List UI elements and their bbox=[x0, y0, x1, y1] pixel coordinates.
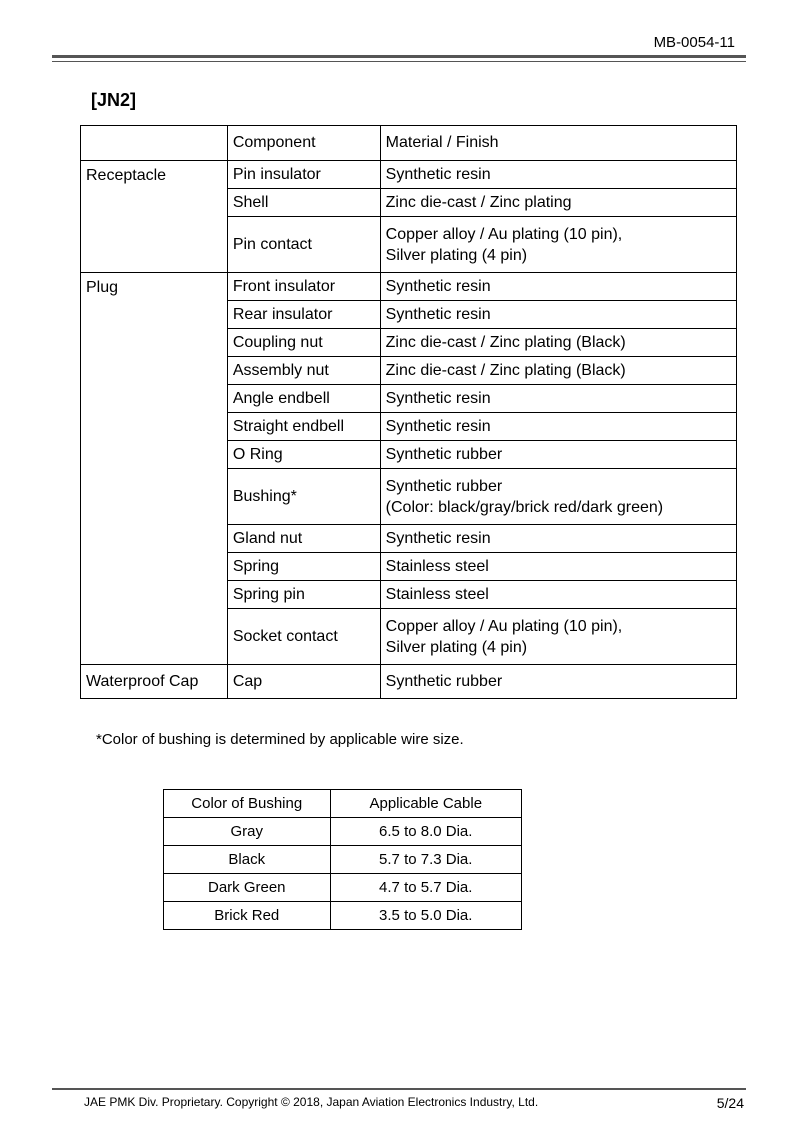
table-header-row bbox=[164, 790, 522, 818]
component-cell: Straight endbell bbox=[227, 413, 380, 441]
material-line-2: Silver plating (4 pin) bbox=[385, 246, 528, 264]
material-cell: Zinc die-cast / Zinc plating (Black) bbox=[380, 357, 736, 385]
table-row bbox=[164, 902, 522, 930]
footer-rule bbox=[52, 1088, 746, 1090]
cable-cell: 4.7 to 5.7 Dia. bbox=[330, 874, 521, 902]
material-line-1: Copper alloy / Au plating (10 pin), bbox=[385, 225, 623, 243]
component-cell: Front insulator bbox=[227, 273, 380, 301]
component-cell: Pin contact bbox=[227, 217, 380, 273]
header-cell-color: Color of Bushing bbox=[164, 790, 331, 818]
material-line-1: Synthetic rubber bbox=[385, 477, 503, 495]
material-cell: Synthetic resin bbox=[380, 273, 736, 301]
header-cell-material: Material / Finish bbox=[380, 126, 736, 161]
component-cell: Angle endbell bbox=[227, 385, 380, 413]
component-cell: Cap bbox=[227, 665, 380, 699]
component-cell: Assembly nut bbox=[227, 357, 380, 385]
cable-cell: 5.7 to 7.3 Dia. bbox=[330, 846, 521, 874]
material-cell: Synthetic resin bbox=[380, 161, 736, 189]
material-cell: Synthetic resin bbox=[380, 413, 736, 441]
component-cell: Spring pin bbox=[227, 581, 380, 609]
material-cell: Zinc die-cast / Zinc plating (Black) bbox=[380, 329, 736, 357]
component-cell: Spring bbox=[227, 553, 380, 581]
material-cell bbox=[380, 469, 736, 525]
component-cell: Shell bbox=[227, 189, 380, 217]
page-number: 5/24 bbox=[716, 1095, 744, 1111]
material-cell: Synthetic resin bbox=[380, 301, 736, 329]
component-cell: Coupling nut bbox=[227, 329, 380, 357]
material-line-2: (Color: black/gray/brick red/dark green) bbox=[385, 498, 664, 516]
footer-copyright: JAE PMK Div. Proprietary. Copyright © 2018, Japan Aviation Electronics Industry, Ltd. bbox=[84, 1095, 539, 1109]
material-line-2: Silver plating (4 pin) bbox=[385, 638, 528, 656]
material-line-1: Copper alloy / Au plating (10 pin), bbox=[385, 617, 623, 635]
color-cell: Gray bbox=[164, 818, 331, 846]
material-cell: Synthetic rubber bbox=[380, 441, 736, 469]
color-cell: Black bbox=[164, 846, 331, 874]
cable-cell: 6.5 to 8.0 Dia. bbox=[330, 818, 521, 846]
cable-cell: 3.5 to 5.0 Dia. bbox=[330, 902, 521, 930]
section-title: [JN2] bbox=[91, 90, 137, 110]
footnote: *Color of bushing is determined by applicable wire size. bbox=[96, 731, 464, 748]
header-cell-component: Component bbox=[227, 126, 380, 161]
group-label-waterproof-cap: Waterproof Cap bbox=[81, 665, 228, 699]
material-cell: Synthetic resin bbox=[380, 385, 736, 413]
material-cell: Zinc die-cast / Zinc plating bbox=[380, 189, 736, 217]
component-cell: Bushing* bbox=[227, 469, 380, 525]
group-label-plug: Plug bbox=[81, 273, 228, 665]
header-cell-cable: Applicable Cable bbox=[330, 790, 521, 818]
table-row bbox=[81, 665, 737, 699]
header-cell-empty bbox=[81, 126, 228, 161]
table-header-row bbox=[81, 126, 737, 161]
color-cell: Brick Red bbox=[164, 902, 331, 930]
material-cell bbox=[380, 609, 736, 665]
header-rule-thick bbox=[52, 55, 746, 58]
header-rule-thin bbox=[52, 61, 746, 62]
table-row bbox=[164, 818, 522, 846]
table-row bbox=[164, 846, 522, 874]
component-cell: Rear insulator bbox=[227, 301, 380, 329]
color-cell: Dark Green bbox=[164, 874, 331, 902]
material-cell bbox=[380, 217, 736, 273]
material-cell: Stainless steel bbox=[380, 581, 736, 609]
document-number: MB-0054-11 bbox=[653, 34, 735, 51]
component-cell: Socket contact bbox=[227, 609, 380, 665]
material-cell: Synthetic resin bbox=[380, 525, 736, 553]
materials-table bbox=[80, 125, 737, 699]
component-cell: Gland nut bbox=[227, 525, 380, 553]
material-cell: Stainless steel bbox=[380, 553, 736, 581]
group-label-receptacle: Receptacle bbox=[81, 161, 228, 273]
component-cell: Pin insulator bbox=[227, 161, 380, 189]
table-row bbox=[81, 161, 737, 189]
bushing-color-table bbox=[163, 789, 522, 930]
table-row bbox=[81, 273, 737, 301]
material-cell: Synthetic rubber bbox=[380, 665, 736, 699]
table-row bbox=[164, 874, 522, 902]
component-cell: O Ring bbox=[227, 441, 380, 469]
